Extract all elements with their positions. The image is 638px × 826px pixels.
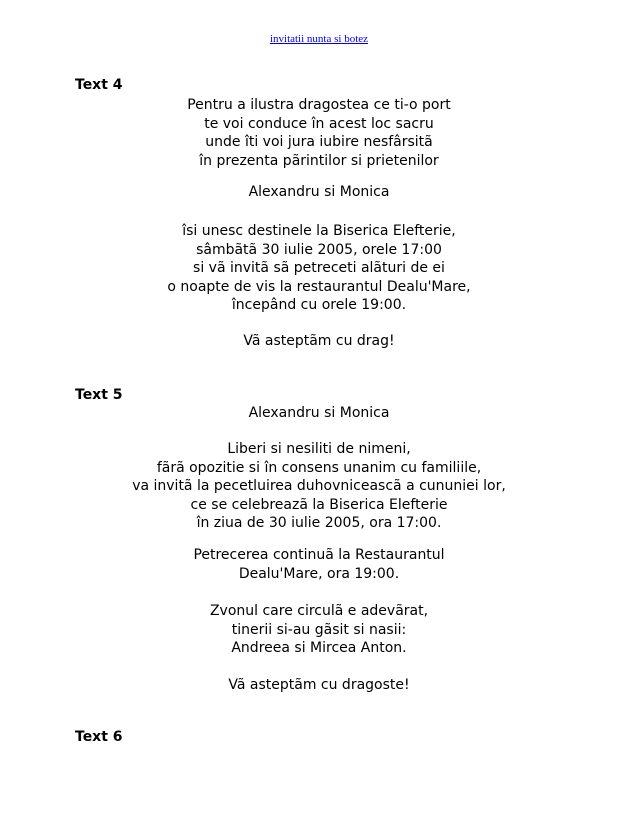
text4-para1-line: te voi conduce în acest loc sacru <box>204 115 434 132</box>
text5-para3-line: Andreea si Mircea Anton. <box>231 640 407 656</box>
text4-para2-line: începând cu orele 19:00. <box>231 297 407 313</box>
section-title-text6: Text 6 <box>75 729 123 745</box>
text5-para1 <box>0 440 638 533</box>
text5-para2-line: Dealu'Mare, ora 19:00. <box>238 565 400 582</box>
text5-names <box>0 404 638 423</box>
text5-para1-line: în ziua de 30 iulie 2005, ora 17:00. <box>196 515 442 531</box>
text5-para1-line: Liberi si nesiliti de nimeni, <box>227 441 411 457</box>
text4-para2-line: si vã invitã sã petreceti alãturi de ei <box>193 260 445 276</box>
text5-para3 <box>0 602 638 658</box>
text4-closing <box>0 332 638 351</box>
text5-para1-line: va invitã la pecetluirea duhovniceascã a cununiei lor, <box>132 478 506 494</box>
text4-para1-line: unde îti voi jura iubire nesfârsitã <box>205 134 433 150</box>
section-title-text4: Text 4 <box>75 77 123 93</box>
text5-closing <box>0 676 638 695</box>
header-link[interactable]: invitatii nunta si botez <box>269 33 369 45</box>
text5-para2-line: Petrecerea continuã la Restaurantul <box>193 547 445 563</box>
text4-para2 <box>0 222 638 315</box>
text4-para1-line: Pentru a ilustra dragostea ce ti-o port <box>187 97 451 113</box>
text4-para2-line: îsi unesc destinele la Biserica Elefterie, <box>182 223 456 239</box>
text5-closing-line: Vã asteptãm cu dragoste! <box>228 677 410 693</box>
text4-para1-line: în prezenta pãrintilor si prietenilor <box>199 152 439 169</box>
text5-names-line: Alexandru si Monica <box>248 405 390 421</box>
text4-names <box>0 183 638 202</box>
text5-para3-line: Zvonul care circulã e adevãrat, <box>209 603 429 619</box>
text4-para2-line: o noapte de vis la restaurantul Dealu'Mare, <box>167 278 471 295</box>
text5-para2 <box>0 546 638 583</box>
text4-closing-line: Vã asteptãm cu drag! <box>243 333 395 349</box>
text4-para1 <box>0 96 638 170</box>
text5-para3-line: tinerii si-au gãsit si nasii: <box>231 621 407 638</box>
text5-para1-line: fãrã opozitie si în consens unanim cu familiile, <box>156 459 482 476</box>
text4-para2-line: sâmbãtã 30 iulie 2005, orele 17:00 <box>196 241 442 258</box>
text4-names-line: Alexandru si Monica <box>248 184 390 200</box>
section-title-text5: Text 5 <box>75 387 123 403</box>
text5-para1-line: ce se celebreazã la Biserica Elefterie <box>190 496 448 513</box>
